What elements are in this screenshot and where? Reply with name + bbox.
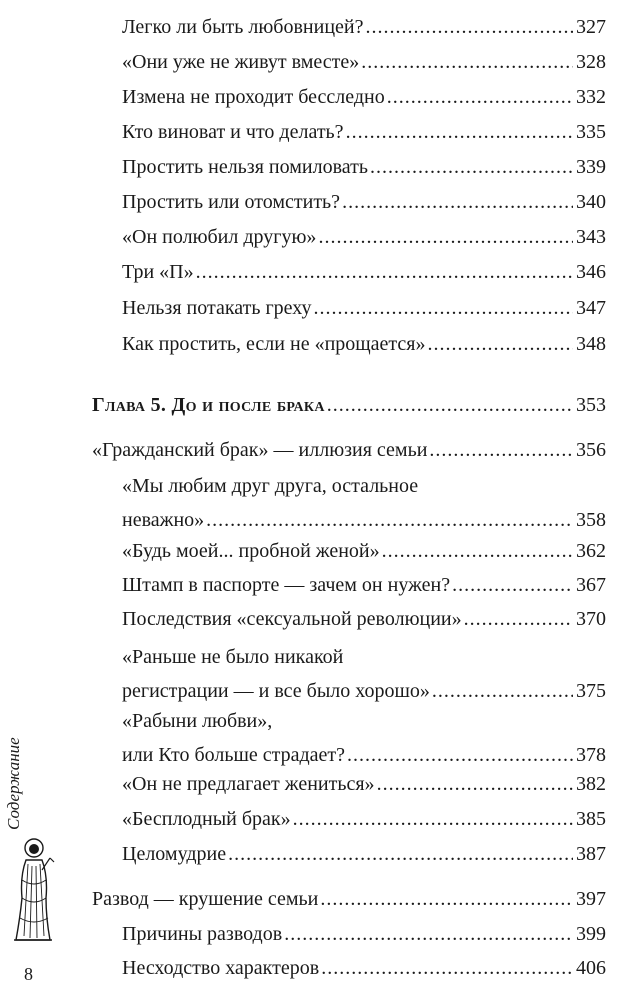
toc-section[interactable] (92, 882, 606, 916)
toc-entry-title: Целомудрие (122, 843, 227, 865)
toc-entry-page: 358 (576, 509, 606, 531)
toc-entry[interactable] (122, 602, 606, 636)
leader-dots (428, 327, 574, 361)
leader-dots (321, 951, 573, 985)
leader-dots (318, 220, 573, 254)
toc-entry-page: 406 (576, 957, 606, 979)
toc-entry-page: 378 (576, 744, 606, 766)
toc-entry-page: 385 (576, 808, 606, 830)
toc-entry-page: 343 (576, 226, 606, 248)
toc-entry[interactable] (122, 469, 606, 537)
toc-entry-title: Как простить, если не «прощается» (122, 333, 426, 355)
toc-entry-page: 382 (576, 773, 606, 795)
leader-dots (320, 882, 573, 916)
toc-entry-title: «Бесплодный брак» (122, 808, 291, 830)
toc-entry[interactable] (122, 80, 606, 114)
section-page: 356 (576, 439, 606, 461)
toc-entry[interactable] (122, 951, 606, 985)
toc-entry[interactable] (122, 534, 606, 568)
toc-entry[interactable] (122, 150, 606, 184)
toc-entry[interactable] (122, 640, 606, 708)
leader-dots (361, 45, 573, 79)
chapter-title: Глава 5. До и после брака (92, 394, 325, 416)
toc-entry-page: 332 (576, 86, 606, 108)
toc-entry-page: 387 (576, 843, 606, 865)
leader-dots (327, 388, 573, 422)
toc-entry-title: Измена не проходит бесследно (122, 86, 385, 108)
leader-dots (228, 837, 573, 871)
toc-entry-title-line1: «Мы любим друг друга, остальное (122, 475, 419, 497)
toc-entry-title: Последствия «сексуальной революции» (122, 608, 462, 630)
toc-entry[interactable] (122, 568, 606, 602)
leader-dots (377, 767, 573, 801)
toc-entry[interactable] (122, 917, 606, 951)
leader-dots (464, 602, 573, 636)
toc-entry-page: 328 (576, 51, 606, 73)
leader-dots (346, 115, 573, 149)
toc-entry[interactable] (122, 327, 606, 361)
toc-entry-title: «Он полюбил другую» (122, 226, 317, 248)
leader-dots (382, 534, 573, 568)
toc-entry[interactable] (122, 45, 606, 79)
toc-entry-page: 347 (576, 297, 606, 319)
toc-entry-title: или Кто больше страдает? (122, 744, 346, 766)
toc-entry-title-line1: «Рабыни любви», (122, 710, 273, 732)
toc-entry-title: «Будь моей... пробной женой» (122, 540, 380, 562)
toc-entry-title: Нельзя потакать греху (122, 297, 312, 319)
toc-entry[interactable] (122, 837, 606, 871)
toc-entry-page: 327 (576, 16, 606, 38)
leader-dots (429, 433, 573, 467)
running-head: Содержание (4, 737, 23, 830)
leader-dots (196, 255, 573, 289)
toc-entry[interactable] (122, 802, 606, 836)
toc-entry-title-line1: «Раньше не было никакой (122, 646, 344, 668)
toc-entry-page: 340 (576, 191, 606, 213)
toc-chapter[interactable] (92, 388, 606, 422)
toc-entry-title: Три «П» (122, 261, 194, 283)
leader-dots (314, 291, 573, 325)
toc-entry-page: 399 (576, 923, 606, 945)
toc-entry-title: Несходство характеров (122, 957, 320, 979)
toc-entry[interactable] (122, 185, 606, 219)
leader-dots (206, 503, 573, 537)
leader-dots (387, 80, 573, 114)
leader-dots (370, 150, 573, 184)
section-title: «Гражданский брак» — иллюзия семьи (92, 439, 428, 461)
leader-dots (432, 674, 573, 708)
toc-entry-title: Штамп в паспорте — зачем он нужен? (122, 574, 451, 596)
toc-entry-title: Легко ли быть любовницей? (122, 16, 364, 38)
section-title: Развод — крушение семьи (92, 888, 319, 910)
toc-entry-title: «Они уже не живут вместе» (122, 51, 360, 73)
leader-dots (452, 568, 573, 602)
toc-entry-title: Причины разводов (122, 923, 283, 945)
toc-entry-title: Простить или отомстить? (122, 191, 341, 213)
toc-entry-title: регистрации — и все было хорошо» (122, 680, 430, 702)
toc-entry-title: «Он не предлагает жениться» (122, 773, 375, 795)
section-page: 397 (576, 888, 606, 910)
toc-entry-page: 348 (576, 333, 606, 355)
toc-entry-page: 367 (576, 574, 606, 596)
toc-entry-page: 346 (576, 261, 606, 283)
toc-entry[interactable] (122, 220, 606, 254)
toc-entry-title: Кто виноват и что делать? (122, 121, 344, 143)
toc-entry-page: 370 (576, 608, 606, 630)
toc-entry[interactable] (122, 115, 606, 149)
toc-entry-page: 335 (576, 121, 606, 143)
toc-entry-title: Простить нельзя помиловать (122, 156, 368, 178)
leader-dots (342, 185, 573, 219)
toc-entry[interactable] (122, 10, 606, 44)
leader-dots (284, 917, 573, 951)
toc-entry[interactable] (122, 291, 606, 325)
toc-entry-page: 362 (576, 540, 606, 562)
saint-icon (10, 836, 56, 946)
toc-entry[interactable] (122, 255, 606, 289)
toc-entry-title: неважно» (122, 509, 205, 531)
toc-section[interactable] (92, 433, 606, 467)
toc-entry-page: 339 (576, 156, 606, 178)
leader-dots (293, 802, 573, 836)
toc-entry-page: 375 (576, 680, 606, 702)
toc-entry[interactable] (122, 767, 606, 801)
toc-entry[interactable] (122, 704, 606, 772)
chapter-page: 353 (576, 394, 606, 416)
page-number: 8 (24, 964, 33, 984)
leader-dots (365, 10, 573, 44)
